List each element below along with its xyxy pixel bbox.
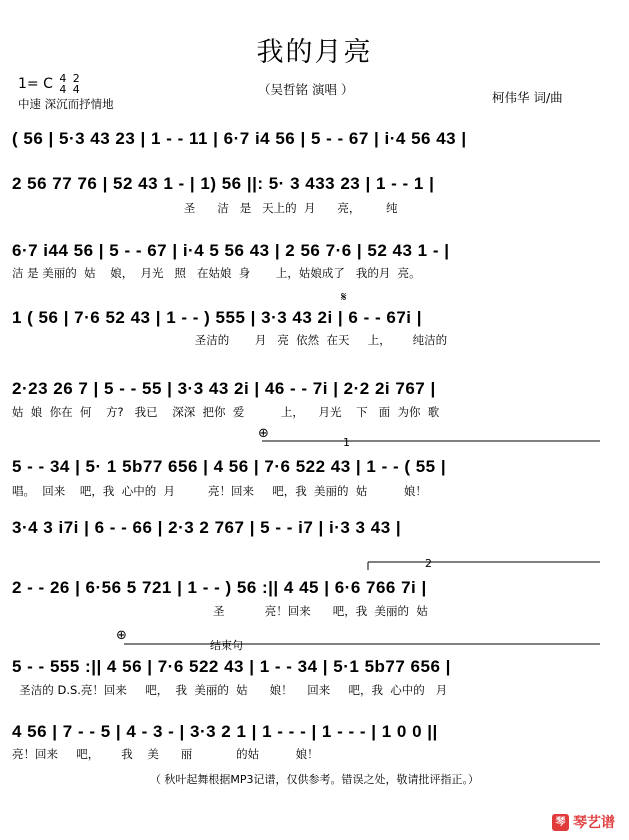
logo-icon: 琴 <box>552 814 569 831</box>
logo-text: 琴艺谱 <box>573 815 615 831</box>
score-line-6: 5 - - 34 | 5· 1 5b77 656 | 4 56 | 7·6 522 43 | 1 - - ( 55 | <box>12 457 447 476</box>
volta-2-number: 2 <box>425 557 432 570</box>
composer-credit: 柯伟华 词/曲 <box>492 90 563 105</box>
score-line-10: 4 56 | 7 - - 5 | 4 - 3 - | 3·3 2 1 | 1 - - - | 1 - - - | 1 0 0 || <box>12 722 438 741</box>
lyric-line-3: 洁 是 美丽的 姑 娘， 月光 照 在姑娘 身 上，姑娘成了 我的月 亮。 <box>12 266 421 280</box>
volta-1-number: 1 <box>343 436 350 449</box>
score-line-9: 5 - - 555 :|| 4 56 | 7·6 522 43 | 1 - - 34 | 5·1 5b77 656 | <box>12 657 451 676</box>
tempo-marking: 中速 深沉而抒情地 <box>18 97 114 111</box>
score-line-1: ( 56 | 5·3 43 23 | 1 - - 11 | 6·7 i4 56 | 5 - - 67 | i·4 56 43 | <box>12 129 467 148</box>
score-line-5: 2·23 26 7 | 5 - - 55 | 3·3 43 2i | 46 - - 7i | 2·2 2i 767 | <box>12 379 436 398</box>
meter-four-four: 4 4 <box>59 72 67 96</box>
lyric-line-4: 圣洁的 月 亮 依然 在天 上， 纯洁的 <box>12 333 448 347</box>
lyric-line-9: 圣洁的 D.S.亮！回来 吧， 我 美丽的 姑 娘！ 回来 吧，我 心中的 月 <box>12 683 448 697</box>
meter-two-four: 2 4 <box>72 72 80 96</box>
coda-mark-2: ⊕ <box>116 628 127 643</box>
lyric-line-8: 圣 亮！回来 吧，我 美丽的 姑 <box>12 604 428 618</box>
score-line-4: 1 ( 56 | 7·6 52 43 | 1 - - ) 555 | 3·3 43 2i | 6 - - 67i | <box>12 308 422 327</box>
lyric-line-10: 亮！回来 吧， 我 美 丽 的姑 娘！ <box>12 747 319 761</box>
score-line-3: 6·7 i44 56 | 5 - - 67 | i·4 5 56 43 | 2 56 7·6 | 52 43 1 - | <box>12 241 450 260</box>
score-line-2: 2 56 77 76 | 52 43 1 - | 1) 56 ||: 5· 3 433 23 | 1 - - 1 | <box>12 174 435 193</box>
ending-section-label: 结束句 <box>210 639 243 652</box>
score-line-7: 3·4 3 i7i | 6 - - 66 | 2·3 2 767 | 5 - - i7 | i·3 3 43 | <box>12 518 402 537</box>
song-title: 我的月亮 <box>256 37 373 68</box>
lyric-line-6: 唱。 回来 吧，我 心中的 月 亮！回来 吧，我 美丽的 姑 娘！ <box>12 484 427 498</box>
lyric-line-2: 圣 洁 是 天上的 月 亮， 纯 <box>12 201 398 215</box>
transcriber-note: （ 秋叶起舞根据MP3记谱，仅供参考。错误之处，敬请批评指正。） <box>149 773 480 786</box>
performer-credit: （吴哲铭 演唱 ） <box>258 82 354 97</box>
segno-mark: 𝄋 <box>341 290 347 305</box>
site-logo <box>552 812 615 832</box>
coda-mark-1: ⊕ <box>258 426 269 441</box>
lyric-line-5: 姑 娘 你在 何 方? 我已 深深 把你 爱 上， 月光 下 面 为你 歌 <box>12 405 440 419</box>
key-label: 1= C <box>18 76 53 92</box>
score-line-8: 2 - - 26 | 6·56 5 721 | 1 - - ) 56 :|| 4 45 | 6·6 766 7i | <box>12 578 427 597</box>
